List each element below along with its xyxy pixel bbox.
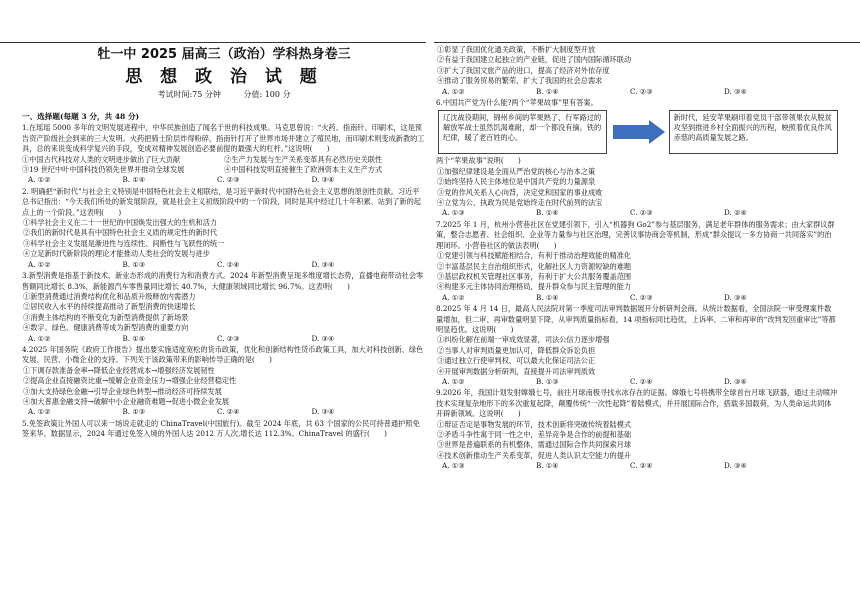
question-stem: 3.新型消费是指基于新技术、新业态形成的消费行为和消费方式。2024 年新型消费呈现多维度增长态势，直播电商带动社会零售额同比增长 8.3%，新能源汽车零售量同比增长 40.7%，大健康领域同比增长 96.7%。这表明( ) [22,271,424,291]
choice-a[interactable]: A. ①② [28,259,51,269]
section-heading: 一、选择题(每题 3 分，共 48 分) [22,112,140,121]
choice-b[interactable]: B. ①③ [122,259,146,269]
choice-a[interactable]: A. ①② [28,333,51,343]
option: ④开展审判数据分析研判，直接提升司法审判质效 [437,366,596,376]
right-column [436,44,838,606]
choice-c[interactable]: C. ②④ [217,407,240,417]
top-rule-right [434,42,860,43]
question-1 [22,123,426,185]
option: ④构建多元主体协同治理格局，提升群众参与民主管理的能力 [437,282,632,292]
choice-b[interactable]: B. ①③ [122,407,146,417]
choice-b[interactable]: B. ①④ [536,461,559,471]
question-stem: 9.2026 年，我国计划发射嫦娥七号，前往月球南极寻找水冰存在的证据。嫦娥七号将携带全球首台月球飞跃器，通过主动喷冲技术实现复杂地形下的多次重复起降，颠覆传统“一次性起降”着陆模式，并开展国际合作，搭载多国载荷，为人类命运共同体开辟新领域。这说明( ) [436,388,838,419]
option: ③扩大了我国文旅产品的进口，提高了经济对外依存度 [437,65,610,75]
question-2 [22,187,426,270]
choice-d[interactable]: D. ③④ [311,175,335,185]
option: ④立党为公、执政为民是党始终走在时代前列的法宝 [437,198,603,208]
choice-a[interactable]: A. ①② [28,175,51,185]
option: ②提高企业直接融资比重→缓解企业资金压力→增强企业经营稳定性 [23,376,237,386]
story-boxes [438,110,838,154]
choice-a[interactable]: A. ①② [28,407,51,417]
option: ①新型消费通过消费结构优化和品质升级释放内需潜力 [23,291,196,301]
choice-c[interactable]: C. ②③ [630,208,653,218]
question-lead: 两个“苹果故事”说明( ) [436,156,521,166]
option: ③加大支持绿色金融→引导企业绿色转型→推动经济可持续发展 [23,386,222,396]
option: ④技术创新推动生产关系变革，促进人类认识太空能力的提升 [437,450,632,460]
story-box-right: 新时代，延安苹果刷印着党员干部带领果农从脱贫攻坚到推进乡村全面振兴的历程，映照着优良作风赤慈的高质量发展之路。 [669,110,838,154]
option: ①科学社会主义在二十一世纪的中国焕发出强大的生机和活力 [23,218,218,228]
choice-b[interactable]: B. ①④ [122,333,146,343]
choice-d[interactable]: D. ③④ [311,259,335,269]
exam-meta [22,88,426,102]
option: ④中国科技发明直接催生了欧洲资本主义生产方式 [224,165,383,175]
choice-b[interactable]: B. ①③ [536,376,559,386]
question-4 [22,345,426,418]
choice-c[interactable]: C. ②④ [630,461,653,471]
story-box-left: 辽沈战役期间，锦州乡间的苹果熟了，行军路过的解放军战士虽然饥渴难耐，却一个都没有摘。铁的纪律，暖了老百姓的心。 [438,110,607,154]
question-stem: 1.在瑶瑶 5000 多年的文明发展进程中，中华民族创造了闻名于世的科技成果。马克思曾说：“火药、指南针、印刷术，这是预告资产阶级社会到来的三大发明。火药把骑士阶层炸得粉碎，指南针打开了世界市场并建立了殖民地，而印刷术则变成新教的工具，总的来说变成科学复兴的手段，变成对精神发展创造必要前提的最强大的杠杆。”这说明( ) [22,123,425,154]
choice-d[interactable]: D. ③④ [724,86,747,96]
question-3 [22,271,426,344]
choice-d[interactable]: D. ③④ [724,292,747,302]
option: ②矛盾斗争性寓于同一性之中，差异竞争是合作的前提和基础 [437,430,632,439]
option: ①中国古代科技对人类的文明进步做出了巨大贡献 [22,154,181,164]
option: ①彰显了我国优化通关政策，不断扩大制度型开放 [437,45,596,54]
option: ②始终坚持人民主体地位是中国共产党的力量源泉 [437,177,596,187]
option: ③科学社会主义发展是渐进性与连续性、间断性与飞跃性的统一 [23,238,225,248]
choice-d[interactable]: D. ③④ [724,376,747,386]
question-stem: 4.2025 年国务院《政府工作报告》提出要实施适度宽松的货币政策，优化和创新结构性货币政策工具，加大对科技创新、绿色发展、民营、小微企业的支持。下列关于该政策带来的影响传导正确的是( ) [22,344,424,365]
choice-b[interactable]: B. ①④ [536,86,559,96]
choice-d[interactable]: D. ②④ [724,208,747,218]
question-9 [436,388,838,471]
choice-d[interactable]: D. ③④ [311,333,335,343]
question-5 [22,419,426,440]
option: ①纠纷化解在前端一审成效显著，司法公信力逐步增强 [437,335,610,345]
choice-d[interactable]: D. ③④ [724,461,747,471]
option: ②有益于我国建立起独立的产业链，促进了国内国际循环联动 [437,55,632,65]
option: ③消费主体结构的不断变化为新型消费提供了新场景 [23,312,189,322]
option: ③通过独立行使审判权，可以最大化保证司法公正 [437,356,596,366]
option: ②丰富基层民主自治组织形式，化解社区人力资源短缺的难题 [437,261,632,271]
option: ③世界是普遍联系的有机整体，需通过国际合作共同探索月球 [437,440,632,450]
option: ②我们的新时代是具有中国特色社会主义质的规定性的新时代 [23,228,218,238]
question-6 [436,98,838,219]
option: ②生产力发展与生产关系变革具有必然历史关联性 [224,154,383,164]
option: ③基层政权机关管理社区事务，有利于扩大公共服务覆盖范围 [437,271,632,281]
option: ④立足新时代新阶段的理论才能推动人类社会的发展与进步 [23,249,210,259]
choice-d[interactable]: D. ③④ [311,407,335,417]
exam-title: 牡一中 2025 届高三（政治）学科热身卷三 [97,47,351,62]
option: ①辩证否定是事物发展的环节，技术创新将突破传统着陆模式 [437,419,632,429]
question-5-options [436,45,838,97]
choice-c[interactable]: C. ②③ [217,333,240,343]
right-arrow-icon [613,120,662,144]
choice-c[interactable]: C. ②④ [630,376,653,386]
choice-c[interactable]: C. ②③ [217,175,240,185]
option: ①下调存款准备金率→降低企业经营成本→增强经济发展韧性 [23,365,215,375]
option: ③党的作风关系人心向背，决定党和国家的事业成败 [437,187,603,197]
option: ①加强纪律建设是全面从严治党的核心与治本之策 [437,166,596,176]
option: ②当事人对审判质量更加认可，降低群众诉讼负担 [437,345,596,355]
question-stem: 2. 明确把“新时代”与社会主义特别是中国特色社会主义相联结，是习近平新时代中国特色社会主义思想的原创性贡献。习近平总书记指出：“今天我们所处的新发展阶段，就是社会主义初级阶段中的一个阶段，同时是其中经过几十年积累、站到了新的起点上的一个阶段。”这表明( ) [22,186,421,217]
exam-score: 分值: 100 分 [243,90,291,99]
question-stem: 7.2025 年 1 月，杭州小营巷社区在党建引领下，引入“机器狗 Go2”参与基层服务，满足老年群体的服务需求；由大家群议群策，整合志愿者、社会组织、企业等力量参与社区治理，完善议事协商会等机制，形成“群众提议一多方协商一共同落实”的治理闭环。小营巷社区的做法表明( ) [436,219,835,250]
option: ④数字、绿色、健康消费等成为新型消费的重要方向 [23,323,189,333]
option: ④加大普惠金融支持→破解中小企业融资难题→促进小微企业发展 [23,396,230,406]
option: ①党建引领与科技赋能相结合，有利于推动治理效能的精准化 [437,251,632,261]
left-column [22,44,426,606]
choice-a[interactable]: A. ①③ [442,208,465,218]
exam-time: 考试时间:75 分钟 [157,90,221,99]
question-7 [436,220,838,303]
option: ③19 世纪中叶中国科技仍领先世界并推动全球发展 [22,165,185,175]
choice-b[interactable]: B. ①④ [536,208,559,218]
choice-a[interactable]: A. ①② [442,376,465,386]
top-rule-left [0,42,426,43]
question-stem: 5.免签政策让外国人可以来一场说走就走的 ChinaTravel(中国旅行)。截至 2024 年底，共 63 个国家的公民可持普通护照免签来华。数据显示，2024 年通过免签入境的外国人达 2012 万人次,增长达 112.3%。ChinaTravel 的盛行( ) [22,418,420,439]
choice-a[interactable]: A. ①② [442,86,465,96]
choice-c[interactable]: C. ②③ [630,86,653,96]
choice-c[interactable]: C. ②④ [217,259,240,269]
choice-b[interactable]: B. ①④ [122,175,146,185]
question-stem: 8.2025 年 4 月 14 日，最高人民法院对第一季度司法审判数据展开分析研判会商。从统计数据看，全国法院一审受理案件数量增加，但二审、再审数量明显下降，从审判质量指标看，14 项指标同比趋优，上诉率、二审和再审的“改判发回重审比”等都明显趋优。这说明( ) [436,304,836,334]
choice-b[interactable]: B. ①④ [536,292,559,302]
question-stem: 6.中国共产党为什么能?两个“苹果故事”里有答案。 [436,98,598,108]
exam-subject: 思 想 政 治 试 题 [125,67,323,87]
choice-c[interactable]: C. ②③ [630,292,653,302]
choice-a[interactable]: A. ①② [442,292,465,302]
choice-a[interactable]: A. ①③ [442,461,465,471]
option: ④推动了服务贸易的繁荣，扩大了我国的社会总需求 [437,76,603,86]
question-8 [436,304,838,387]
option: ②居民收入水平的持续提高推动了新型消费的快速增长 [23,302,196,312]
